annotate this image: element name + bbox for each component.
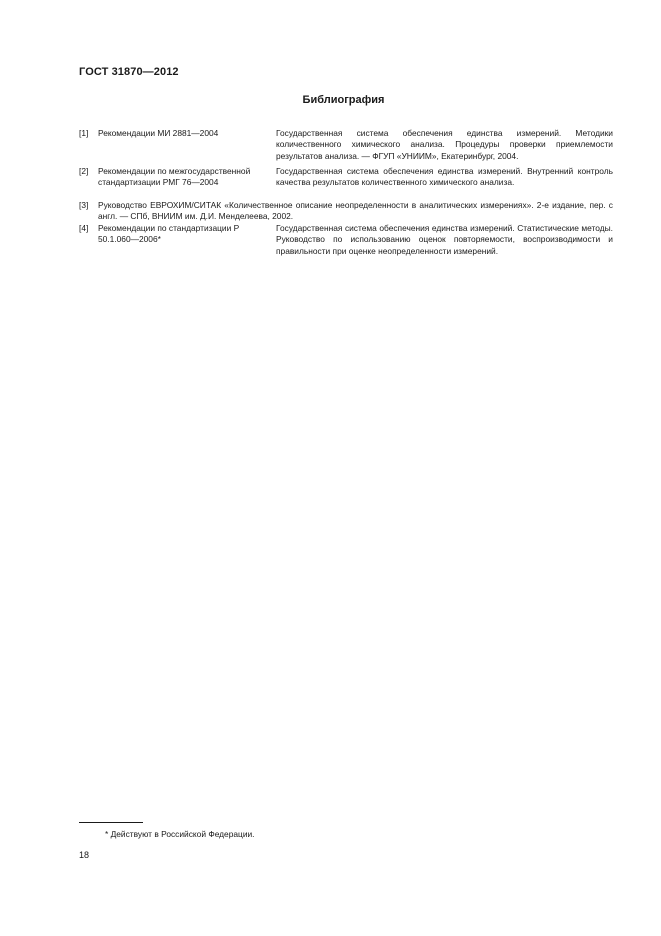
entry-number: [3] (79, 200, 89, 210)
bibliography-entry (79, 223, 613, 268)
footnote-text: * Действуют в Российской Федерации. (105, 829, 255, 839)
entry-description: Государственная система обеспечения единства измерений. Статистические методы. Руководство по использованию оценок повторяемости, воспроизводимости и правильности при оценке неопределенности измерений. (276, 223, 613, 256)
document-code: ГОСТ 31870—2012 (79, 66, 179, 78)
bibliography-title: Библиография (302, 94, 385, 106)
bibliography-entry (79, 200, 613, 223)
entry-number: [4] (79, 223, 89, 233)
bibliography-entry (79, 166, 613, 200)
entry-number: [1] (79, 128, 89, 138)
entry-description: Государственная система обеспечения единства измерений. Методики количественного химического анализа. Процедуры проверки приемлемости результатов анализа. — ФГУП «УНИИМ», Екатеринбург, 2004. (276, 128, 613, 161)
footnote-divider (79, 822, 143, 823)
page-number: 18 (79, 850, 90, 860)
bibliography-list (79, 128, 613, 268)
entry-number: [2] (79, 166, 89, 176)
entry-full-text: Руководство ЕВРОХИМ/СИТАК «Количественное описание неопределенности в аналитических измерениях». 2-е издание, пер. с англ. — СПб, ВНИИМ им. Д.И. Менделеева, 2002. (98, 200, 613, 222)
entry-designation: Рекомендации по межгосударственной стандартизации РМГ 76—2004 (98, 166, 251, 188)
entry-designation: Рекомендации МИ 2881—2004 (98, 128, 219, 138)
bibliography-entry (79, 128, 613, 162)
entry-designation: Рекомендации по стандартизации Р 50.1.060—2006* (98, 223, 240, 245)
entry-description: Государственная система обеспечения единства измерений. Внутренний контроль качества результатов количественного химического анализа. (276, 166, 613, 188)
